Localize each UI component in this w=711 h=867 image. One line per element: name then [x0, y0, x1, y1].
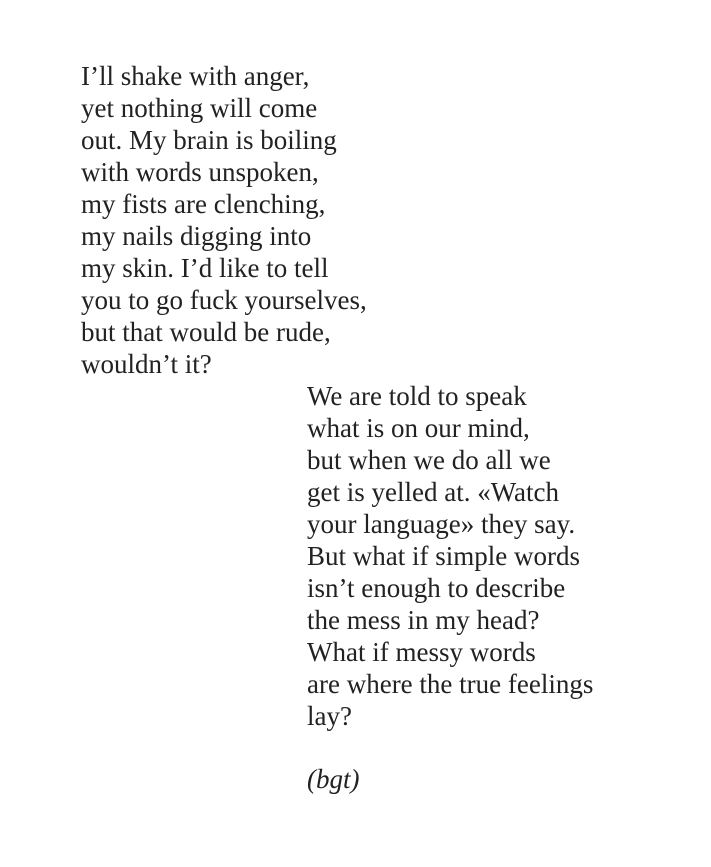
poem-stanza-one [81, 60, 367, 380]
poem-line: but that would be rude, [81, 317, 331, 347]
poem-line: get is yelled at. «Watch [307, 477, 559, 507]
poem-line: your language» they say. [307, 509, 576, 539]
poem-line: with words unspoken, [81, 157, 319, 187]
poem-line: what is on our mind, [307, 413, 530, 443]
poem-line: my nails digging into [81, 221, 312, 251]
poem-signature: (bgt) [307, 764, 360, 794]
poem-line: wouldn’t it? [81, 349, 212, 379]
poem-line: We are told to speak [307, 381, 527, 411]
poem-line: but when we do all we [307, 445, 551, 475]
poem-line: the mess in my head? [307, 605, 540, 635]
poem-line: But what if simple words [307, 541, 580, 571]
poem-line: my skin. I’d like to tell [81, 253, 329, 283]
poem-line: yet nothing will come [81, 93, 318, 123]
poem-line: out. My brain is boiling [81, 125, 337, 155]
poem-line: lay? [307, 701, 352, 731]
poem-line: are where the true feelings [307, 669, 594, 699]
poem-line: I’ll shake with anger, [81, 61, 310, 91]
poem-line: you to go fuck yourselves, [81, 285, 367, 315]
poem-line: isn’t enough to describe [307, 573, 566, 603]
poem-line: What if messy words [307, 637, 536, 667]
poem-stanza-two [307, 380, 593, 732]
poem-line: my fists are clenching, [81, 189, 326, 219]
